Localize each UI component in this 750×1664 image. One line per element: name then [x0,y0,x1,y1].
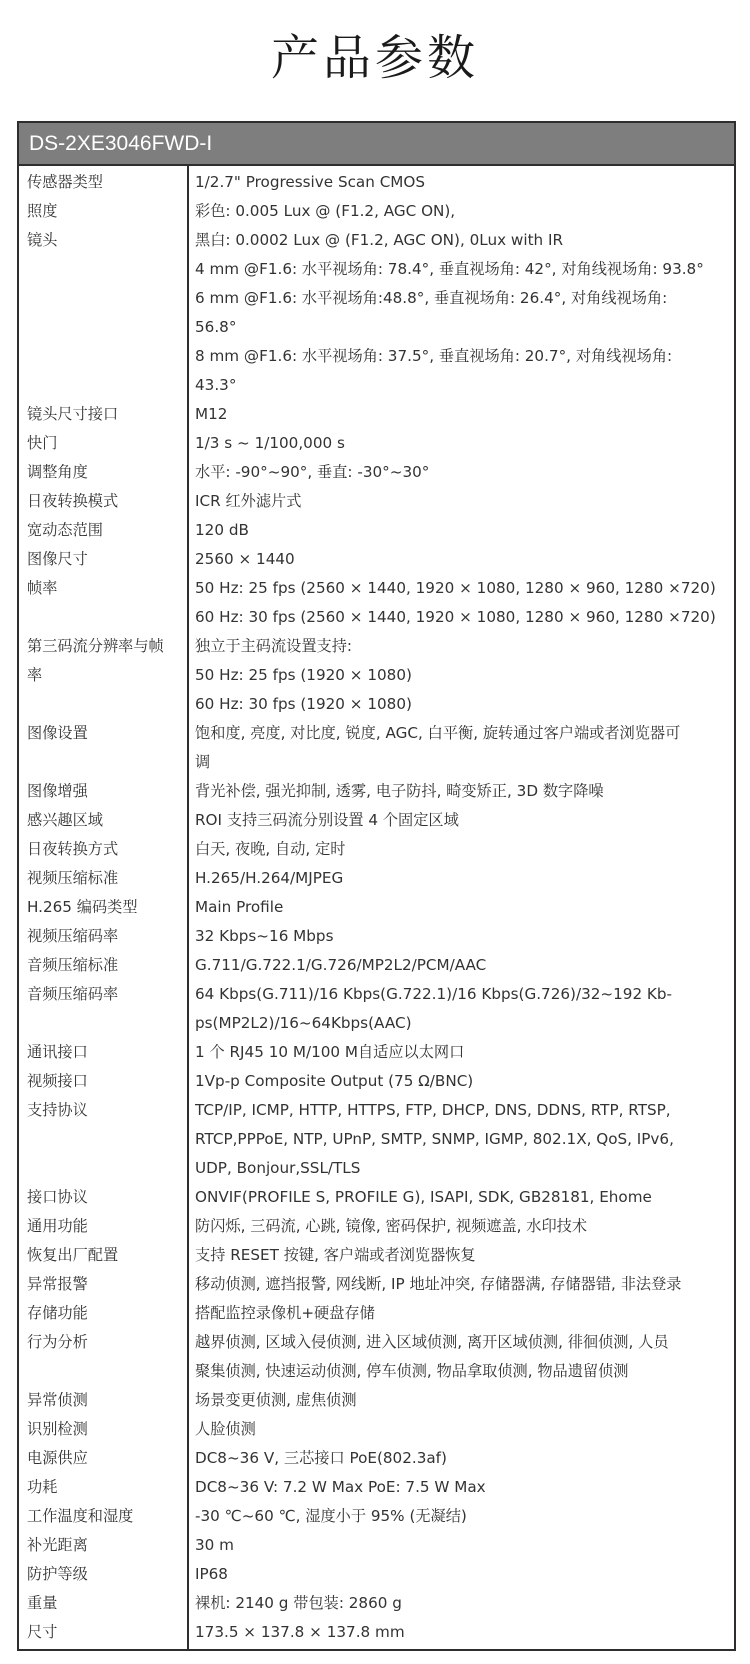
spec-value-line: 43.3° [195,376,237,394]
spec-label-line: 防护等级 [27,1565,88,1583]
spec-row [19,429,734,458]
spec-row [19,1270,734,1299]
spec-label [19,922,189,951]
spec-label [19,1328,189,1386]
spec-value-line: DC8~36 V: 7.2 W Max PoE: 7.5 W Max [195,1478,486,1496]
spec-value-line: 移动侦测, 遮挡报警, 网线断, IP 地址冲突, 存储器满, 存储器错, 非法登录 [195,1275,682,1293]
spec-label-line: 工作温度和湿度 [27,1507,134,1525]
spec-label [19,1241,189,1270]
spec-label-line: 视频压缩码率 [27,927,119,945]
spec-value-line: 6 mm @F1.6: 水平视场角:48.8°, 垂直视场角: 26.4°, 对角线视场角: [195,289,668,307]
spec-row [19,400,734,429]
spec-label-line: 重量 [27,1594,58,1612]
spec-value [189,1038,734,1067]
spec-value [189,719,734,777]
spec-value-line: TCP/IP, ICMP, HTTP, HTTPS, FTP, DHCP, DNS, DDNS, RTP, RTSP, [195,1101,671,1119]
spec-label [19,777,189,806]
model-header: DS-2XE3046FWD-I [19,123,734,166]
spec-value-line: ONVIF(PROFILE S, PROFILE G), ISAPI, SDK, GB28181, Ehome [195,1188,652,1206]
spec-value [189,1096,734,1183]
spec-label-line: 第三码流分辨率与帧 [27,637,164,655]
spec-value [189,1299,734,1328]
spec-row [19,1415,734,1444]
spec-value-line: -30 ℃~60 ℃, 湿度小于 95% (无凝结) [195,1507,467,1525]
spec-value-line: 饱和度, 亮度, 对比度, 锐度, AGC, 白平衡, 旋转通过客户端或者浏览器可 [195,724,681,742]
spec-value [189,458,734,487]
spec-row [19,1502,734,1531]
spec-label-line: 补光距离 [27,1536,88,1554]
spec-row [19,1328,734,1386]
spec-label [19,168,189,400]
spec-value-line: 60 Hz: 30 fps (1920 × 1080) [195,695,412,713]
spec-row [19,574,734,632]
spec-row [19,516,734,545]
spec-value [189,980,734,1038]
spec-row [19,1531,734,1560]
spec-row [19,1386,734,1415]
spec-value-line: 30 m [195,1536,234,1554]
spec-value [189,1212,734,1241]
spec-rows [19,168,734,1647]
spec-value-line: 支持 RESET 按键, 客户端或者浏览器恢复 [195,1246,476,1264]
spec-value-line: 裸机: 2140 g 带包装: 2860 g [195,1594,402,1612]
spec-value [189,487,734,516]
spec-value-line: 人脸侦测 [195,1420,256,1438]
spec-label-line: 调整角度 [27,463,88,481]
spec-row [19,1473,734,1502]
spec-value [189,1067,734,1096]
spec-value-line: UDP, Bonjour,SSL/TLS [195,1159,361,1177]
spec-label [19,1618,189,1647]
spec-value [189,545,734,574]
spec-label [19,545,189,574]
spec-label-line: 尺寸 [27,1623,58,1641]
spec-row [19,487,734,516]
spec-row [19,864,734,893]
spec-label-line: 快门 [27,434,58,452]
spec-label [19,400,189,429]
spec-value [189,893,734,922]
spec-value [189,1560,734,1589]
spec-label-line: 照度 [27,202,58,220]
spec-row [19,1444,734,1473]
spec-value [189,1531,734,1560]
spec-label-line: 感兴趣区域 [27,811,103,829]
spec-value-line: ICR 红外滤片式 [195,492,302,510]
spec-label-line: 传感器类型 [27,173,103,191]
spec-value-line: RTCP,PPPoE, NTP, UPnP, SMTP, SNMP, IGMP, 802.1X, QoS, IPv6, [195,1130,674,1148]
spec-label [19,632,189,719]
spec-value [189,574,734,632]
spec-row [19,1212,734,1241]
spec-row [19,806,734,835]
spec-value [189,168,734,400]
spec-row [19,1299,734,1328]
spec-label-line: 存储功能 [27,1304,88,1322]
spec-label-line: 率 [27,666,43,684]
spec-label [19,835,189,864]
spec-label-line: 镜头尺寸接口 [27,405,119,423]
spec-table [17,121,736,1651]
spec-value [189,1183,734,1212]
spec-value-line: 1/3 s ~ 1/100,000 s [195,434,345,452]
spec-value [189,835,734,864]
spec-label-line: 接口协议 [27,1188,88,1206]
spec-value-line: 彩色: 0.005 Lux @ (F1.2, AGC ON), [195,202,456,220]
spec-value-line: 独立于主码流设置支持: [195,637,352,655]
spec-value [189,1618,734,1647]
spec-row [19,1618,734,1647]
spec-value-line: IP68 [195,1565,228,1583]
spec-value [189,1473,734,1502]
spec-label-line: 通讯接口 [27,1043,88,1061]
spec-label [19,1386,189,1415]
spec-label [19,719,189,777]
spec-row [19,835,734,864]
spec-value-line: 173.5 × 137.8 × 137.8 mm [195,1623,405,1641]
spec-label [19,1299,189,1328]
spec-label-line: 音频压缩标准 [27,956,119,974]
spec-row [19,1096,734,1183]
spec-value [189,516,734,545]
spec-row [19,458,734,487]
spec-label [19,1038,189,1067]
spec-label-line: 图像尺寸 [27,550,88,568]
spec-label [19,1183,189,1212]
spec-value-line: 1/2.7" Progressive Scan CMOS [195,173,425,191]
spec-value-line: 场景变更侦测, 虚焦侦测 [195,1391,357,1409]
spec-value-line: 越界侦测, 区域入侵侦测, 进入区域侦测, 离开区域侦测, 徘徊侦测, 人员 [195,1333,669,1351]
spec-row [19,1589,734,1618]
spec-value-line: 60 Hz: 30 fps (2560 × 1440, 1920 × 1080, 1280 × 960, 1280 ×720) [195,608,716,626]
spec-value-line: 聚集侦测, 快速运动侦测, 停车侦测, 物品拿取侦测, 物品遗留侦测 [195,1362,629,1380]
spec-value [189,1386,734,1415]
spec-row [19,777,734,806]
spec-label-line: 恢复出厂配置 [27,1246,119,1264]
spec-value-line: 56.8° [195,318,237,336]
spec-value [189,1241,734,1270]
spec-label [19,1212,189,1241]
spec-value-line: 2560 × 1440 [195,550,295,568]
spec-value-line: 水平: -90°~90°, 垂直: -30°~30° [195,463,430,481]
spec-label-line: 日夜转换方式 [27,840,119,858]
spec-label [19,516,189,545]
spec-row [19,1241,734,1270]
spec-label-line: 宽动态范围 [27,521,103,539]
spec-row [19,545,734,574]
spec-label [19,1560,189,1589]
spec-row [19,893,734,922]
spec-label [19,487,189,516]
spec-label [19,1270,189,1299]
spec-value-line: 调 [195,753,211,771]
spec-row [19,168,734,400]
spec-value-line: M12 [195,405,228,423]
spec-label-line: 镜头 [27,231,58,249]
spec-value [189,400,734,429]
spec-label-line: 日夜转换模式 [27,492,119,510]
spec-value-line: 120 dB [195,521,249,539]
spec-value-line: ROI 支持三码流分别设置 4 个固定区域 [195,811,459,829]
spec-label-line: 通用功能 [27,1217,88,1235]
spec-label-line: 行为分析 [27,1333,88,1351]
spec-value [189,777,734,806]
spec-label [19,429,189,458]
spec-value [189,1502,734,1531]
spec-label [19,1589,189,1618]
spec-label-line: 音频压缩码率 [27,985,119,1003]
spec-value-line: 50 Hz: 25 fps (2560 × 1440, 1920 × 1080, 1280 × 960, 1280 ×720) [195,579,716,597]
spec-label-line: 功耗 [27,1478,58,1496]
spec-value-line: 搭配监控录像机+硬盘存储 [195,1304,375,1322]
spec-value [189,1415,734,1444]
spec-row [19,980,734,1038]
spec-value-line: 1Vp-p Composite Output (75 Ω/BNC) [195,1072,474,1090]
spec-label-line: 图像增强 [27,782,88,800]
spec-label [19,1415,189,1444]
spec-label [19,574,189,632]
spec-label-line: 异常报警 [27,1275,88,1293]
spec-value-line: 黑白: 0.0002 Lux @ (F1.2, AGC ON), 0Lux with IR [195,231,564,249]
spec-value-line: 32 Kbps~16 Mbps [195,927,334,945]
spec-label-line: 电源供应 [27,1449,88,1467]
spec-value [189,806,734,835]
spec-value [189,1270,734,1299]
spec-value [189,632,734,719]
spec-label-line: 视频接口 [27,1072,88,1090]
spec-label [19,1067,189,1096]
spec-label-line: 图像设置 [27,724,88,742]
spec-value [189,1589,734,1618]
spec-label-line: 支持协议 [27,1101,88,1119]
spec-row [19,1067,734,1096]
spec-label-line: 识别检测 [27,1420,88,1438]
spec-value [189,951,734,980]
spec-value [189,922,734,951]
spec-value-line: 64 Kbps(G.711)/16 Kbps(G.722.1)/16 Kbps(G.726)/32~192 Kb- [195,985,673,1003]
spec-label [19,980,189,1038]
spec-label [19,1444,189,1473]
spec-label [19,1473,189,1502]
spec-label [19,806,189,835]
spec-value-line: 防闪烁, 三码流, 心跳, 镜像, 密码保护, 视频遮盖, 水印技术 [195,1217,588,1235]
spec-value-line: Main Profile [195,898,284,916]
spec-value-line: 白天, 夜晚, 自动, 定时 [195,840,346,858]
spec-label [19,1502,189,1531]
spec-value-line: 8 mm @F1.6: 水平视场角: 37.5°, 垂直视场角: 20.7°, 对角线视场角: [195,347,673,365]
spec-value-line: DC8~36 V, 三芯接口 PoE(802.3af) [195,1449,447,1467]
spec-value-line: 4 mm @F1.6: 水平视场角: 78.4°, 垂直视场角: 42°, 对角线视场角: 93.8° [195,260,704,278]
spec-value [189,429,734,458]
spec-row [19,1183,734,1212]
spec-row [19,951,734,980]
spec-row [19,632,734,719]
spec-label [19,951,189,980]
spec-label-line: 视频压缩标准 [27,869,119,887]
spec-label [19,458,189,487]
spec-label-line: 帧率 [27,579,58,597]
spec-label [19,1096,189,1183]
spec-value [189,864,734,893]
spec-label-line: 异常侦测 [27,1391,88,1409]
spec-value-line: H.265/H.264/MJPEG [195,869,344,887]
spec-value [189,1444,734,1473]
spec-label-line: H.265 编码类型 [27,898,138,916]
spec-label [19,1531,189,1560]
spec-value-line: 50 Hz: 25 fps (1920 × 1080) [195,666,412,684]
page-title: 产品参数 [270,30,479,86]
spec-row [19,1560,734,1589]
spec-value [189,1328,734,1386]
spec-value-line: ps(MP2L2)/16~64Kbps(AAC) [195,1014,412,1032]
spec-row [19,719,734,777]
spec-label [19,893,189,922]
spec-label [19,864,189,893]
spec-row [19,922,734,951]
spec-value-line: 1 个 RJ45 10 M/100 M自适应以太网口 [195,1043,465,1061]
spec-value-line: 背光补偿, 强光抑制, 透雾, 电子防抖, 畸变矫正, 3D 数字降噪 [195,782,604,800]
spec-row [19,1038,734,1067]
spec-value-line: G.711/G.722.1/G.726/MP2L2/PCM/AAC [195,956,487,974]
